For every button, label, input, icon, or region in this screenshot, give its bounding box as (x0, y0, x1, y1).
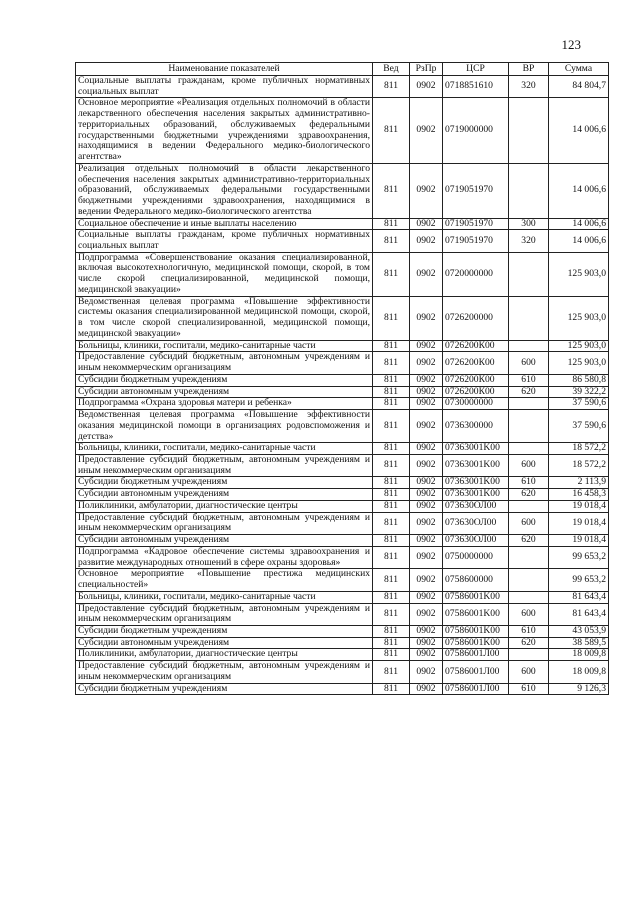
cell-name: Предоставление субсидий бюджетным, автономным учреждениям и иным некоммерческим организациям (76, 603, 373, 625)
cell-rzpr: 0902 (410, 398, 443, 410)
table-row (76, 591, 609, 603)
cell-vr (509, 163, 549, 218)
cell-rzpr: 0902 (410, 76, 443, 98)
table-row (76, 489, 609, 501)
cell-ved: 811 (373, 443, 410, 455)
cell-ved: 811 (373, 546, 410, 568)
cell-name: Субсидии автономным учреждениям (76, 386, 373, 398)
cell-csr: 0736300000 (443, 410, 509, 443)
cell-csr: 0726200К00 (443, 340, 509, 352)
cell-ved: 811 (373, 683, 410, 695)
cell-vr: 620 (509, 637, 549, 649)
cell-sum: 14 006,6 (549, 163, 609, 218)
cell-rzpr: 0902 (410, 661, 443, 683)
cell-name: Больницы, клиники, госпитали, медико-санитарные части (76, 443, 373, 455)
cell-vr (509, 591, 549, 603)
cell-vr: 600 (509, 454, 549, 476)
header-vr: ВР (509, 63, 549, 76)
cell-ved: 811 (373, 218, 410, 230)
cell-vr: 610 (509, 477, 549, 489)
cell-sum: 39 322,2 (549, 386, 609, 398)
cell-vr: 620 (509, 489, 549, 501)
cell-sum: 125 903,0 (549, 340, 609, 352)
cell-ved: 811 (373, 512, 410, 534)
cell-csr: 0718851610 (443, 76, 509, 98)
cell-csr: 0719051970 (443, 230, 509, 252)
cell-csr: 073630ОЛ00 (443, 500, 509, 512)
cell-rzpr: 0902 (410, 340, 443, 352)
cell-sum: 2 113,9 (549, 477, 609, 489)
cell-name: Субсидии бюджетным учреждениям (76, 683, 373, 695)
table-row (76, 98, 609, 163)
cell-rzpr: 0902 (410, 163, 443, 218)
cell-csr: 0750000000 (443, 546, 509, 568)
cell-ved: 811 (373, 163, 410, 218)
cell-sum: 84 804,7 (549, 76, 609, 98)
cell-name: Поликлиники, амбулатории, диагностические центры (76, 500, 373, 512)
cell-rzpr: 0902 (410, 625, 443, 637)
cell-rzpr: 0902 (410, 535, 443, 547)
table-row (76, 569, 609, 591)
cell-csr: 0726200К00 (443, 374, 509, 386)
cell-ved: 811 (373, 625, 410, 637)
cell-ved: 811 (373, 500, 410, 512)
cell-csr: 07586001Л00 (443, 661, 509, 683)
cell-csr: 07586001Л00 (443, 683, 509, 695)
cell-csr: 0720000000 (443, 252, 509, 296)
table-row (76, 230, 609, 252)
cell-rzpr: 0902 (410, 252, 443, 296)
table-row (76, 546, 609, 568)
header-ved: Вед (373, 63, 410, 76)
cell-name: Субсидии бюджетным учреждениям (76, 374, 373, 386)
cell-rzpr: 0902 (410, 546, 443, 568)
cell-sum: 18 009,8 (549, 661, 609, 683)
cell-ved: 811 (373, 637, 410, 649)
cell-name: Подпрограмма «Охрана здоровья матери и ребенка» (76, 398, 373, 410)
cell-name: Субсидии бюджетным учреждениям (76, 477, 373, 489)
cell-ved: 811 (373, 454, 410, 476)
cell-name: Основное мероприятие «Реализация отдельных полномочий в области лекарственного обеспечения населения закрытых административно-территориальных образований, обслуживаемых федеральными государственными бюджетными учреждениями здравоохранения, находящимися в ведении Федерального медико-биологического агентства» (76, 98, 373, 163)
cell-name: Субсидии бюджетным учреждениям (76, 625, 373, 637)
cell-csr: 073630ОЛ00 (443, 535, 509, 547)
cell-ved: 811 (373, 374, 410, 386)
cell-rzpr: 0902 (410, 296, 443, 340)
cell-csr: 0726200К00 (443, 386, 509, 398)
cell-sum: 18 009,8 (549, 649, 609, 661)
cell-sum: 125 903,0 (549, 296, 609, 340)
cell-rzpr: 0902 (410, 512, 443, 534)
cell-sum: 86 580,8 (549, 374, 609, 386)
cell-vr: 610 (509, 625, 549, 637)
cell-ved: 811 (373, 591, 410, 603)
cell-vr (509, 443, 549, 455)
cell-ved: 811 (373, 352, 410, 374)
table-row (76, 477, 609, 489)
table-row (76, 535, 609, 547)
cell-name: Предоставление субсидий бюджетным, автономным учреждениям и иным некоммерческим организациям (76, 512, 373, 534)
cell-ved: 811 (373, 340, 410, 352)
header-rzpr: РзПр (410, 63, 443, 76)
cell-vr (509, 340, 549, 352)
table-row (76, 500, 609, 512)
cell-csr: 07586001K00 (443, 625, 509, 637)
cell-rzpr: 0902 (410, 98, 443, 163)
cell-ved: 811 (373, 477, 410, 489)
cell-sum: 19 018,4 (549, 500, 609, 512)
cell-sum: 14 006,6 (549, 218, 609, 230)
cell-sum: 81 643,4 (549, 603, 609, 625)
cell-csr: 07586001K00 (443, 603, 509, 625)
cell-sum: 38 589,5 (549, 637, 609, 649)
cell-sum: 43 053,9 (549, 625, 609, 637)
cell-csr: 0719051970 (443, 218, 509, 230)
cell-vr: 600 (509, 603, 549, 625)
cell-rzpr: 0902 (410, 637, 443, 649)
cell-vr: 320 (509, 76, 549, 98)
cell-name: Ведомственная целевая программа «Повышение эффективности оказания медицинской помощи в организациях родовспоможения и детства» (76, 410, 373, 443)
cell-csr: 0726200К00 (443, 352, 509, 374)
table-row (76, 512, 609, 534)
cell-vr (509, 296, 549, 340)
cell-vr: 300 (509, 218, 549, 230)
cell-name: Субсидии автономным учреждениям (76, 535, 373, 547)
cell-vr (509, 252, 549, 296)
cell-vr (509, 569, 549, 591)
cell-csr: 0719051970 (443, 163, 509, 218)
cell-vr: 600 (509, 352, 549, 374)
cell-rzpr: 0902 (410, 386, 443, 398)
cell-sum: 99 653,2 (549, 546, 609, 568)
header-csr: ЦСР (443, 63, 509, 76)
cell-vr (509, 649, 549, 661)
cell-csr: 07363001K00 (443, 489, 509, 501)
cell-rzpr: 0902 (410, 374, 443, 386)
cell-rzpr: 0902 (410, 218, 443, 230)
cell-vr (509, 410, 549, 443)
cell-vr: 600 (509, 512, 549, 534)
table-header-row (76, 63, 609, 76)
cell-csr: 0726200000 (443, 296, 509, 340)
cell-csr: 07586001K00 (443, 591, 509, 603)
cell-name: Социальные выплаты гражданам, кроме публичных нормативных социальных выплат (76, 230, 373, 252)
cell-name: Основное мероприятие «Повышение престижа медицинских специальностей» (76, 569, 373, 591)
table-row (76, 410, 609, 443)
table-row (76, 454, 609, 476)
cell-csr: 07586001K00 (443, 637, 509, 649)
cell-rzpr: 0902 (410, 569, 443, 591)
cell-sum: 18 572,2 (549, 454, 609, 476)
table-row (76, 296, 609, 340)
cell-ved: 811 (373, 98, 410, 163)
page-number: 123 (561, 37, 581, 52)
cell-rzpr: 0902 (410, 410, 443, 443)
cell-sum: 14 006,6 (549, 98, 609, 163)
cell-sum: 16 458,3 (549, 489, 609, 501)
cell-ved: 811 (373, 649, 410, 661)
cell-rzpr: 0902 (410, 477, 443, 489)
cell-rzpr: 0902 (410, 230, 443, 252)
cell-csr: 07363001K00 (443, 443, 509, 455)
cell-ved: 811 (373, 386, 410, 398)
cell-name: Поликлиники, амбулатории, диагностические центры (76, 649, 373, 661)
cell-sum: 37 590,6 (549, 398, 609, 410)
cell-rzpr: 0902 (410, 352, 443, 374)
cell-name: Социальные выплаты гражданам, кроме публичных нормативных социальных выплат (76, 76, 373, 98)
cell-sum: 9 126,3 (549, 683, 609, 695)
cell-name: Субсидии автономным учреждениям (76, 637, 373, 649)
cell-name: Социальное обеспечение и иные выплаты населению (76, 218, 373, 230)
cell-rzpr: 0902 (410, 489, 443, 501)
cell-ved: 811 (373, 569, 410, 591)
cell-name: Подпрограмма «Совершенствование оказания специализированной, включая высокотехнологичную, медицинской помощи, скорой, в том числе скорой специализированной, медицинской помощи, медицинской эвакуации» (76, 252, 373, 296)
cell-vr: 610 (509, 374, 549, 386)
cell-name: Предоставление субсидий бюджетным, автономным учреждениям и иным некоммерческим организациям (76, 352, 373, 374)
cell-ved: 811 (373, 410, 410, 443)
cell-name: Больницы, клиники, госпитали, медико-санитарные части (76, 340, 373, 352)
table-row (76, 649, 609, 661)
cell-csr: 0719000000 (443, 98, 509, 163)
cell-vr (509, 98, 549, 163)
cell-ved: 811 (373, 296, 410, 340)
cell-ved: 811 (373, 76, 410, 98)
cell-ved: 811 (373, 535, 410, 547)
table-row (76, 683, 609, 695)
cell-ved: 811 (373, 603, 410, 625)
cell-vr: 620 (509, 535, 549, 547)
cell-vr (509, 546, 549, 568)
cell-sum: 19 018,4 (549, 512, 609, 534)
cell-csr: 073630ОЛ00 (443, 512, 509, 534)
cell-sum: 19 018,4 (549, 535, 609, 547)
cell-vr: 620 (509, 386, 549, 398)
cell-name: Предоставление субсидий бюджетным, автономным учреждениям и иным некоммерческим организациям (76, 454, 373, 476)
cell-rzpr: 0902 (410, 500, 443, 512)
cell-vr: 610 (509, 683, 549, 695)
table-row (76, 398, 609, 410)
cell-sum: 125 903,0 (549, 352, 609, 374)
table-row (76, 386, 609, 398)
cell-rzpr: 0902 (410, 443, 443, 455)
table-row (76, 252, 609, 296)
cell-sum: 14 006,6 (549, 230, 609, 252)
cell-csr: 07363001K00 (443, 454, 509, 476)
cell-csr: 0730000000 (443, 398, 509, 410)
table-row (76, 352, 609, 374)
cell-rzpr: 0902 (410, 454, 443, 476)
cell-name: Подпрограмма «Кадровое обеспечение системы здравоохранения и развитие международных отношений в сфере охраны здоровья» (76, 546, 373, 568)
table-row (76, 443, 609, 455)
cell-csr: 0758600000 (443, 569, 509, 591)
table-row (76, 163, 609, 218)
cell-ved: 811 (373, 230, 410, 252)
budget-table (75, 62, 609, 695)
cell-sum: 37 590,6 (549, 410, 609, 443)
cell-vr: 320 (509, 230, 549, 252)
header-sum: Сумма (549, 63, 609, 76)
table-row (76, 374, 609, 386)
table-row (76, 340, 609, 352)
cell-name: Больницы, клиники, госпитали, медико-санитарные части (76, 591, 373, 603)
table-row (76, 218, 609, 230)
table-row (76, 661, 609, 683)
cell-vr: 600 (509, 661, 549, 683)
cell-name: Субсидии автономным учреждениям (76, 489, 373, 501)
cell-name: Предоставление субсидий бюджетным, автономным учреждениям и иным некоммерческим организациям (76, 661, 373, 683)
table-row (76, 603, 609, 625)
cell-name: Реализация отдельных полномочий в области лекарственного обеспечения населения закрытых административно-территориальных образований, обслуживаемых федеральными государственными бюджетными учреждениями здравоохранения, находящимися в ведении Федерального медико-биологического агентства (76, 163, 373, 218)
cell-rzpr: 0902 (410, 591, 443, 603)
cell-name: Ведомственная целевая программа «Повышение эффективности системы оказания специализированной медицинской помощи, скорой, в том числе скорой специализированной, медицинской помощи, медицинской эвакуации» (76, 296, 373, 340)
table-row (76, 625, 609, 637)
table-row (76, 76, 609, 98)
header-name: Наименование показателей (76, 63, 373, 76)
cell-csr: 07363001K00 (443, 477, 509, 489)
cell-ved: 811 (373, 398, 410, 410)
cell-sum: 81 643,4 (549, 591, 609, 603)
cell-rzpr: 0902 (410, 649, 443, 661)
cell-vr (509, 500, 549, 512)
cell-rzpr: 0902 (410, 603, 443, 625)
table-body (76, 76, 609, 695)
cell-sum: 18 572,2 (549, 443, 609, 455)
cell-rzpr: 0902 (410, 683, 443, 695)
cell-vr (509, 398, 549, 410)
cell-ved: 811 (373, 489, 410, 501)
cell-ved: 811 (373, 252, 410, 296)
cell-sum: 99 653,2 (549, 569, 609, 591)
cell-csr: 07586001Л00 (443, 649, 509, 661)
cell-sum: 125 903,0 (549, 252, 609, 296)
table-row (76, 637, 609, 649)
cell-ved: 811 (373, 661, 410, 683)
